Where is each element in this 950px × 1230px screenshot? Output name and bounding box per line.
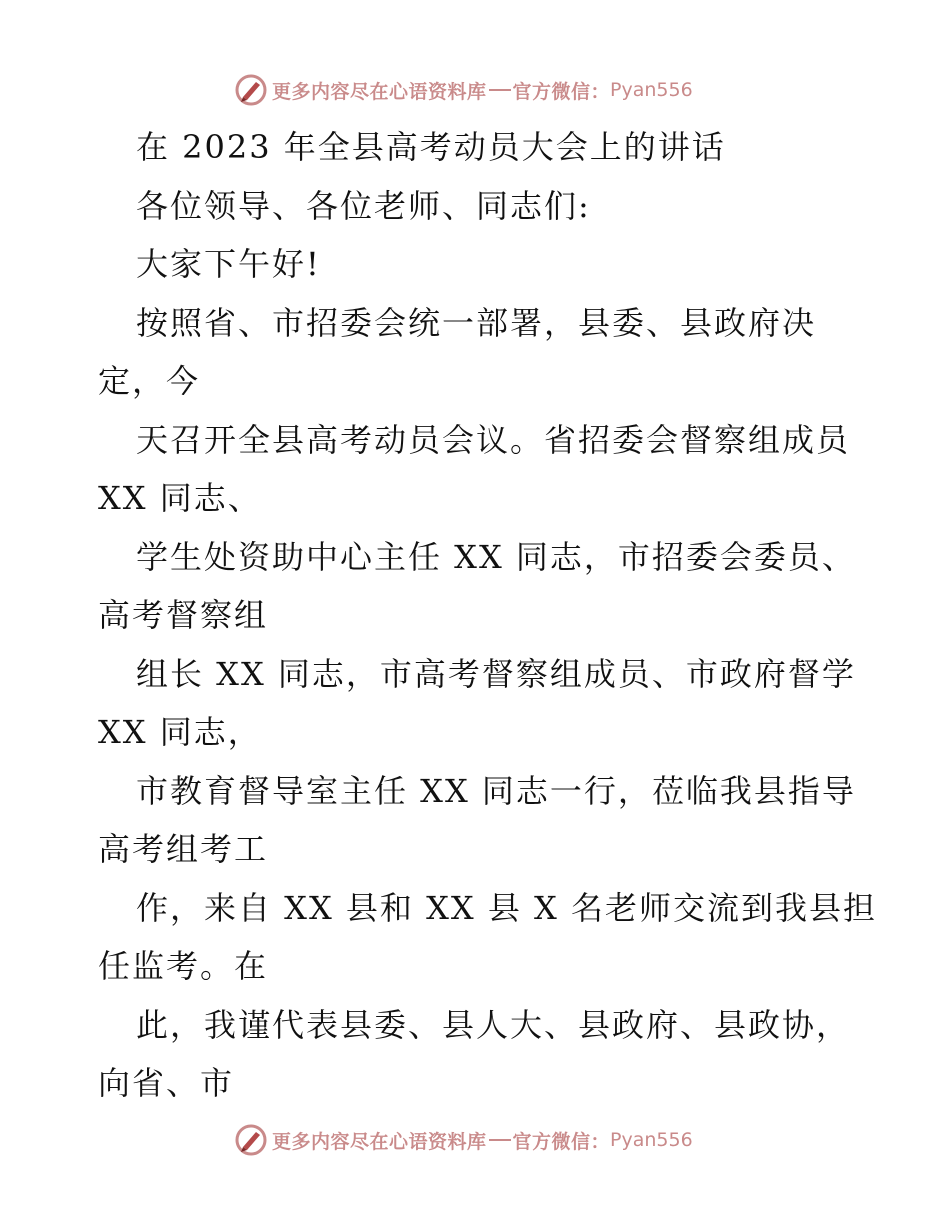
paragraph-line: 天召开全县高考动员会议。省招委会督察组成员	[136, 421, 851, 459]
paragraph-line: 定，今	[98, 362, 201, 400]
watermark-dash	[489, 89, 511, 91]
paragraph-line: 向省、市	[98, 1064, 235, 1102]
header-watermark	[234, 73, 693, 107]
paragraph-line: XX 同志，	[98, 713, 262, 751]
footer-watermark	[234, 1123, 693, 1157]
watermark-brand: Pyan556	[610, 79, 693, 101]
paragraph-line: 按照省、市招委会统一部署，县委、县政府决	[136, 304, 817, 342]
paragraph-line: 组长 XX 同志，市高考督察组成员、市政府督学	[136, 655, 856, 693]
paragraph-line: XX 同志、	[98, 479, 262, 517]
watermark-brand: Pyan556	[610, 1129, 693, 1151]
pen-logo-icon	[234, 1123, 268, 1157]
paragraph-line: 作，来自 XX 县和 XX 县 X 名老师交流到我县担	[136, 889, 877, 927]
watermark-text: 更多内容尽在心语资料库	[272, 80, 487, 103]
paragraph-line: 此，我谨代表县委、县人大、县政府、县政协，	[136, 1006, 851, 1044]
paragraph-line: 任监考。在	[98, 947, 269, 985]
paragraph-line: 市教育督导室主任 XX 同志一行，莅临我县指导	[136, 772, 856, 810]
watermark-suffix: 官方微信：	[512, 1130, 611, 1153]
paragraph-line: 学生处资助中心主任 XX 同志，市招委会委员、	[136, 538, 856, 576]
watermark-suffix: 官方微信：	[512, 80, 611, 103]
paragraph-line: 高考督察组	[98, 596, 269, 634]
salutation-line: 各位领导、各位老师、同志们:	[136, 187, 591, 225]
watermark-text: 更多内容尽在心语资料库	[272, 1130, 487, 1153]
paragraph-line: 高考组考工	[98, 830, 269, 868]
pen-logo-icon	[234, 73, 268, 107]
watermark-dash	[489, 1139, 511, 1141]
greeting-line: 大家下午好!	[136, 245, 321, 283]
document-title: 在 2023 年全县高考动员大会上的讲话	[136, 128, 726, 166]
